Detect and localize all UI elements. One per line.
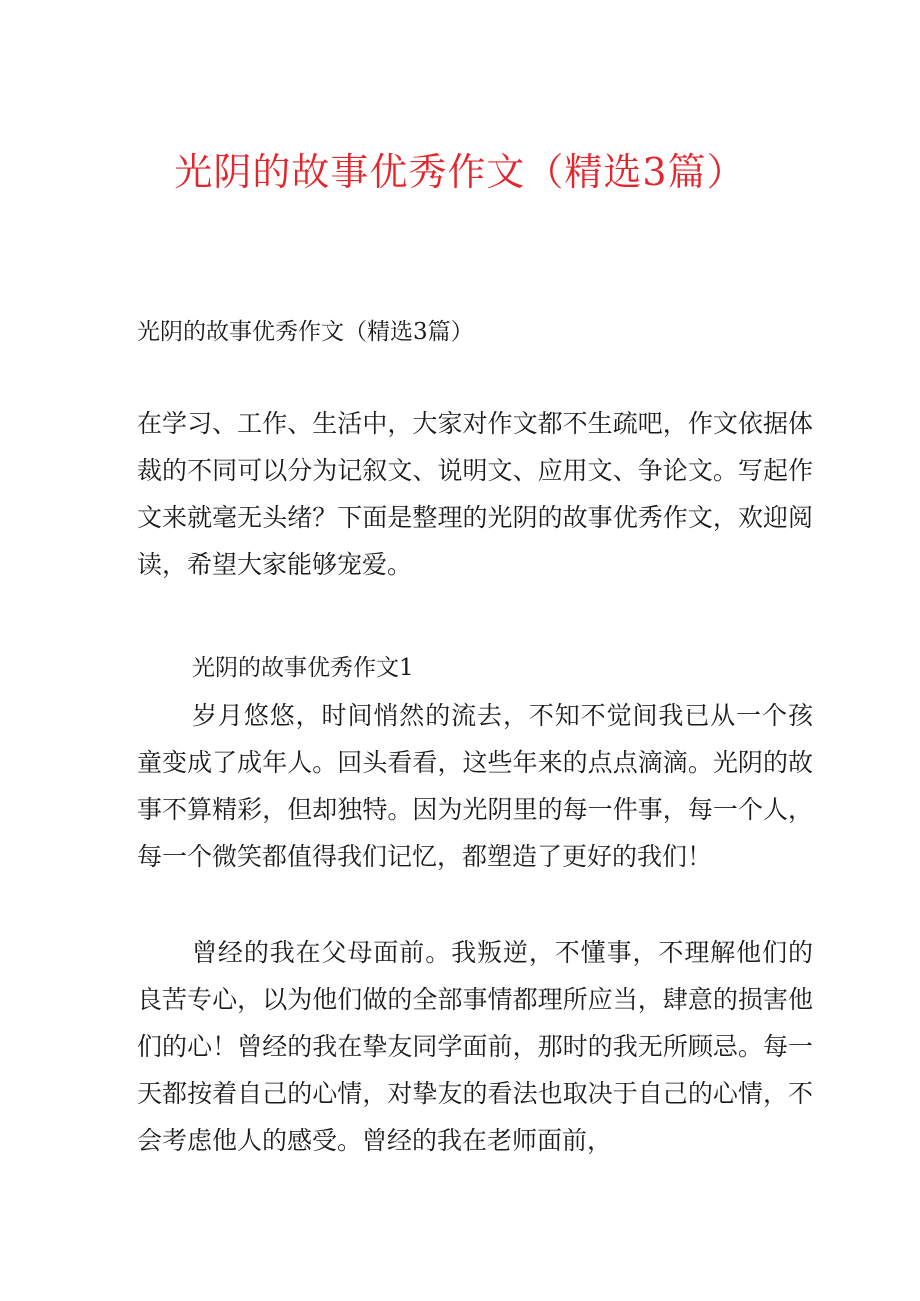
section-heading: 光阴的故事优秀作文1 — [192, 655, 414, 681]
body-paragraph-1: 岁月悠悠，时间悄然的流去，不知不觉间我已从一个孩童变成了成年人。回头看看，这些年来的点点滴滴。光阴的故事不算精彩，但却独特。因为光阴里的每一件事，每一个人，每一个微笑都值得我们记忆，都塑造了更好的我们！ — [137, 701, 813, 871]
page-title: 光阴的故事优秀作文（精选3篇） — [174, 150, 746, 194]
body-paragraph-2: 曾经的我在父母面前。我叛逆，不懂事，不理解他们的良苦专心，以为他们做的全部事情都理所应当，肆意的损害他们的心！曾经的我在挚友同学面前，那时的我无所顾忌。每一天都按着自己的心情，对挚友的看法也取决于自己的心情，不会考虑他人的感受。曾经的我在老师面前， — [137, 938, 813, 1155]
document-subtitle: 光阴的故事优秀作文（精选3篇） — [137, 319, 474, 345]
intro-paragraph: 在学习、工作、生活中，大家对作文都不生疏吧，作文依据体裁的不同可以分为记叙文、说明文、应用文、争论文。写起作文来就毫无头绪？下面是整理的光阴的故事优秀作文，欢迎阅读，希望大家能够宠爱。 — [137, 409, 813, 579]
